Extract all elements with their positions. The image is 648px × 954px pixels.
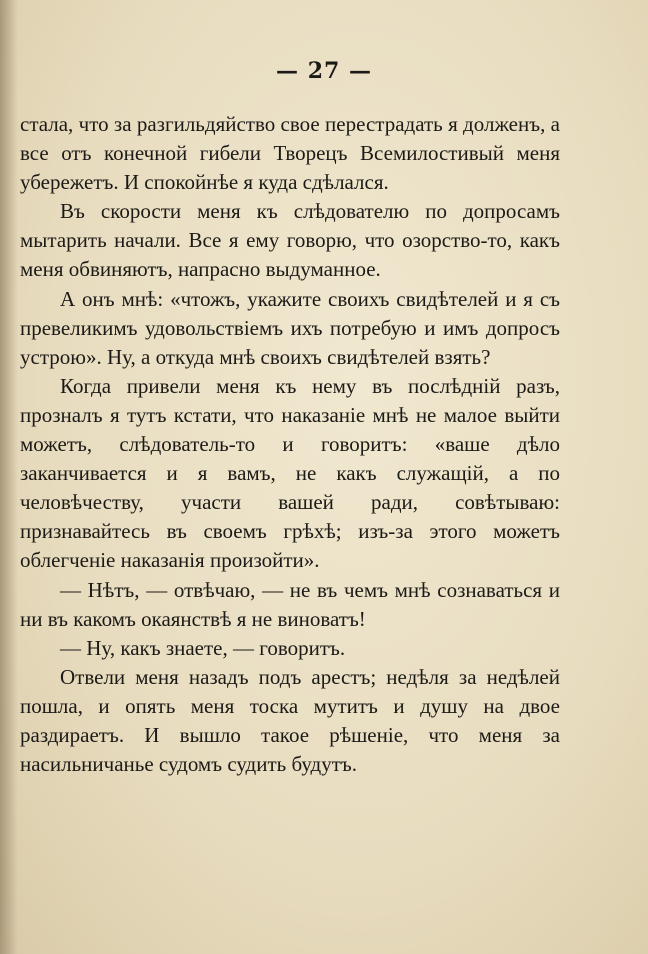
dialogue-line: — Ну, какъ знаете, — говоритъ.: [60, 635, 346, 660]
paragraph: Отвели меня назадъ подъ арестъ; недѣля за недѣлей пошла, и опять меня тоска мутитъ и душу на двое раздираетъ. И вышло такое рѣшеніе, что меня за насильничанье судомъ судить будутъ.: [20, 664, 560, 777]
paragraph: А онъ мнѣ: «чтожъ, укажите своихъ свидѣтелей и я съ превеликимъ удовольствіемъ ихъ потребую и имъ допросъ устрою». Ну, а откуда мнѣ своихъ свидѣтелей взять?: [20, 286, 560, 369]
body-text: [20, 110, 560, 779]
binding-shadow: [0, 0, 18, 954]
paragraph: Когда привели меня къ нему въ послѣднiй разъ, прозналъ я тутъ кстати, что наказанiе мнѣ не малое выйти можетъ, слѣдователь-то и говоритъ: «ваше дѣло заканчивается и я вамъ, не какъ служащiй, а по человѣчеству, участи вашей ради, совѣтываю: признавайтесь въ своемъ грѣхѣ; изъ-за этого можетъ облегченіе наказанія произойти».: [20, 373, 560, 573]
paragraph: Въ скорости меня къ слѣдователю по допросамъ мытарить начали. Все я ему говорю, что озорство-то, какъ меня обвиняютъ, напрасно выдуманное.: [20, 199, 560, 282]
page-number: — 27 —: [276, 58, 372, 84]
paragraph: стала, что за разгильдяйство свое перестрадать я долженъ, а все отъ конечной гибели Творецъ Всемилостивый меня убережетъ. И спокойнѣе я куда сдѣлался.: [20, 112, 560, 195]
dialogue-line: — Нѣтъ, — отвѣчаю, — не въ чемъ мнѣ сознаваться и ни въ какомъ окаянствѣ я не виноватъ!: [20, 577, 560, 631]
